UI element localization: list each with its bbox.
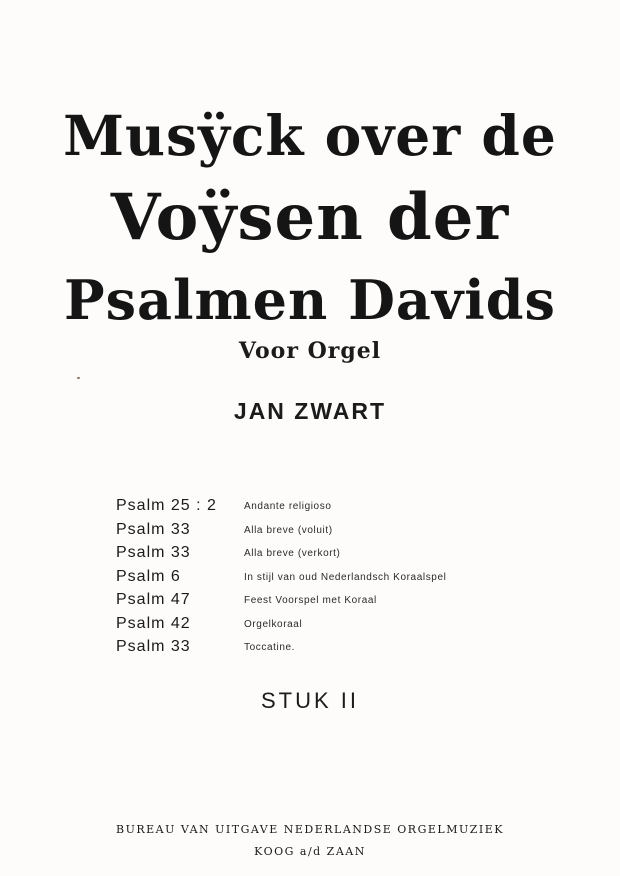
tempo-description: Orgelkoraal bbox=[244, 618, 303, 630]
psalm-number: Psalm 6 bbox=[116, 567, 181, 585]
title-line-1: Musÿck over de bbox=[63, 103, 557, 168]
paper-speck bbox=[77, 377, 80, 379]
page-title bbox=[60, 95, 560, 341]
tempo-description: Alla breve (verkort) bbox=[244, 548, 341, 559]
psalm-number: Psalm 33 bbox=[116, 544, 191, 561]
list-item bbox=[116, 591, 536, 615]
title-line-2: Voÿsen der bbox=[110, 180, 510, 255]
tempo-description: Feest Voorspel met Koraal bbox=[244, 595, 377, 606]
list-item bbox=[116, 568, 536, 592]
publisher-place: KOOG a/d ZAAN bbox=[254, 845, 366, 858]
psalm-number: Psalm 42 bbox=[116, 614, 191, 632]
tempo-description: Alla breve (voluit) bbox=[244, 524, 333, 536]
tempo-description: Toccatine. bbox=[244, 642, 296, 653]
tempo-description: In stijl van oud Nederlandsch Koraalspel bbox=[244, 571, 447, 583]
tempo-description: Andante religioso bbox=[244, 501, 332, 512]
list-item bbox=[116, 615, 536, 639]
title-line-3: Psalmen Davids bbox=[64, 268, 556, 332]
psalm-number: Psalm 33 bbox=[116, 520, 191, 538]
psalm-number: Psalm 33 bbox=[116, 638, 191, 655]
list-item bbox=[116, 521, 536, 545]
part-label: STUK II bbox=[260, 688, 359, 713]
publisher-name: BUREAU VAN UITGAVE NEDERLANDSE ORGELMUZIEK bbox=[116, 823, 504, 836]
instrument-subtitle: Voor Orgel bbox=[238, 338, 382, 364]
list-item bbox=[116, 638, 536, 662]
psalm-number: Psalm 47 bbox=[116, 591, 191, 608]
list-item bbox=[116, 544, 536, 568]
contents-list bbox=[116, 497, 536, 662]
psalm-number: Psalm 25 : 2 bbox=[116, 497, 217, 514]
list-item bbox=[116, 497, 536, 521]
composer-name: JAN ZWART bbox=[233, 398, 387, 424]
